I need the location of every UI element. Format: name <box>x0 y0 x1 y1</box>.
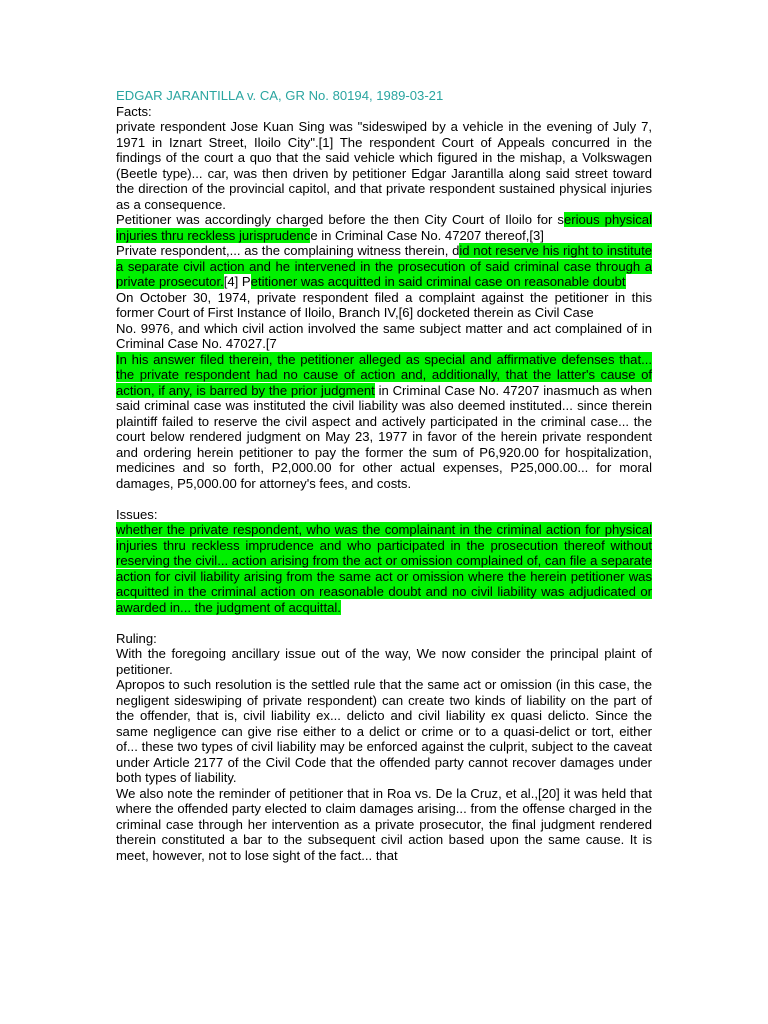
ruling-paragraph-2: Apropos to such resolution is the settled rule that the same act or omission (in this case, the negligent sideswiping of private respondent) can create two kinds of liability on the part of the offender, that is, civil liability ex... delicto and civil liability ex quasi delicto. Since the same negligence can give rise either to a delict or crime or to a quasi-delict or tort, either of... these two types of civil liability may be enforced against the culprit, subject to the caveat under Article 2177 of the Civil Code that the offended party cannot recover damages under both types of liability. <box>116 677 652 785</box>
facts-heading: Facts: <box>116 103 152 119</box>
highlighted-text: etitioner was acquitted in said criminal case on reasonable doubt <box>250 274 626 289</box>
text-run: Petitioner was accordingly charged before the then City Court of Iloilo for s <box>116 212 564 227</box>
document-title: EDGAR JARANTILLA v. CA, GR No. 80194, 1989-03-21 <box>116 88 444 103</box>
issues-paragraph <box>116 522 652 615</box>
facts-paragraph-6 <box>116 352 652 492</box>
facts-paragraph-3 <box>116 243 652 290</box>
text-run: e in Criminal Case No. 47207 thereof,[3] <box>310 227 544 243</box>
document-page <box>116 88 652 863</box>
highlighted-text: id not reserve his right to institute a separate civil action and he intervened in the prosecution of said criminal case through a private prosecutor. <box>116 243 652 289</box>
highlighted-text: whether the private respondent, who was the complainant in the criminal action for physical injuries thru reckless imprudence and who participated in the prosecution thereof without reserving the civil... action arising from the act or omission complained of, can file a separate action for civil liability arising from the same act or omission where the herein petitioner was acquitted in the criminal action on reasonable doubt and no civil liability was adjudicated or awarded in... the judgment of acquittal. <box>116 522 652 615</box>
facts-paragraph-2 <box>116 212 652 243</box>
highlighted-text: In his answer filed therein, the petitioner alleged as special and affirmative defenses that... the private respondent had no cause of action and, additionally, that the latter's cause of action, if any, is barred by the prior judgment <box>116 351 652 398</box>
spacer <box>116 615 652 631</box>
text-run: Private respondent,... as the complaining witness therein, d <box>116 243 460 258</box>
issues-heading: Issues: <box>116 506 158 522</box>
ruling-heading: Ruling: <box>116 630 157 646</box>
text-run: in Criminal Case No. 47207 inasmuch as when said criminal case was instituted the civil liability was also deemed instituted... since therein plaintiff failed to reserve the civil aspect and actively participated in the criminal case... the court below rendered judgment on May 23, 1977 in favor of the herein private respondent and ordering herein petitioner to pay the former the sum of P6,920.00 for hospitalization, medicines and so forth, P2,000.00 for other actual expenses, P25,000.00... for moral damages, P5,000.00 for attorney's fees, and costs. <box>116 382 652 491</box>
facts-paragraph-5: No. 9976, and which civil action involved the same subject matter and act complained of in Criminal Case No. 47027.[7 <box>116 320 652 351</box>
highlighted-text: erious physical injuries thru reckless jurisprudenc <box>116 212 652 243</box>
facts-paragraph-4: On October 30, 1974, private respondent filed a complaint against the petitioner in this former Court of First Instance of Iloilo, Branch IV,[6] docketed therein as Civil Case <box>116 289 652 320</box>
ruling-paragraph-3: We also note the reminder of petitioner that in Roa vs. De la Cruz, et al.,[20] it was held that where the offended party elected to claim damages arising... from the offense charged in the criminal case through her intervention as a private prosecutor, the final judgment rendered therein constituted a bar to the subsequent civil action based upon the same cause. It is meet, however, not to lose sight of the fact... that <box>116 785 652 863</box>
spacer <box>116 491 652 507</box>
ruling-paragraph-1: With the foregoing ancillary issue out of the way, We now consider the principal plaint of petitioner. <box>116 646 652 677</box>
text-run: [4] P <box>223 274 251 289</box>
facts-paragraph-1: private respondent Jose Kuan Sing was "sideswiped by a vehicle in the evening of July 7, 1971 in Iznart Street, Iloilo City".[1] The respondent Court of Appeals concurred in the findings of the court a quo that the said vehicle which figured in the mishap, a Volkswagen (Beetle type)... car, was then driven by petitioner Edgar Jarantilla along said street toward the direction of the provincial capitol, and that private respondent sustained physical injuries as a consequence. <box>116 119 652 212</box>
